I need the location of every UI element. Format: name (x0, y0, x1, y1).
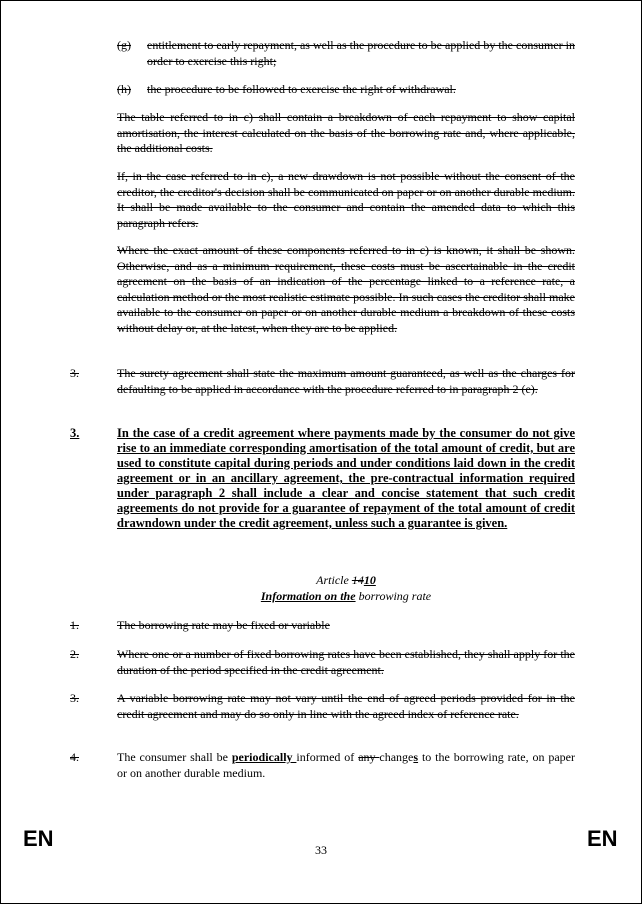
page-number: 33 (315, 843, 327, 857)
article-item-1-number: 1. (70, 618, 79, 632)
article-item-4-text (117, 750, 575, 781)
paragraph-surety-agreement: The surety agreement shall state the maximum amount guaranteed, as well as the charges for defaulting to be applied in accordance with the procedure referred to in paragraph 2 (e). (117, 366, 575, 396)
paragraph-table-breakdown: The table referred to in c) shall contain a breakdown of each repayment to show capital amortisation, the interest calculated on the basis of the borrowing rate and, where applicable, the additional costs. (117, 110, 575, 155)
article-title-rest: borrowing rate (355, 589, 432, 603)
paragraph-exact-amount: Where the exact amount of these components referred to in c) is known, it shall be shown. Otherwise, and as a minimum requirement, these costs must be ascertainable in the credit agreement on the basis of an indication of the percentage linked to a reference rate, a calculation method or the most realistic estimate possible. In such cases the creditor shall make available to the consumer on paper or on another durable medium a breakdown of these costs without delay or, at the latest, when they are to be applied. (117, 243, 575, 335)
list-item-g (117, 38, 575, 69)
item4-part2: informed of (296, 750, 359, 764)
article-prefix: Article (316, 573, 352, 587)
item-text: entitlement to early repayment, as well as the procedure to be applied by the consumer in order to exercise this right; (147, 38, 575, 68)
article-new-number: 10 (363, 573, 376, 587)
surety-number: 3. (70, 366, 79, 380)
article-old-number: 14 (351, 573, 364, 587)
item4-part4: to the borrowing rate, on paper or on another durable medium. (117, 750, 576, 780)
item4-part1: The consumer shall be (117, 750, 232, 764)
article-item-1-text: The borrowing rate may be fixed or variable (117, 618, 330, 632)
item4-inserted-periodically: periodically (231, 750, 297, 764)
article-item-3-text: A variable borrowing rate may not vary until the end of agreed periods provided for in the credit agreement and may do so only in line with the agreed index of reference rate. (117, 691, 575, 721)
language-code-right: EN (587, 826, 618, 851)
list-item-h (117, 82, 575, 98)
item4-part3: change (379, 750, 414, 764)
article-item-4-number: 4. (70, 750, 79, 764)
item4-deleted-any: any (358, 750, 380, 764)
new-paragraph-number: 3. (70, 426, 80, 440)
article-item-2-text: Where one or a number of fixed borrowing rates have been established, they shall apply for the duration of the period specified in the credit agreement. (117, 647, 575, 677)
item-text: the procedure to be followed to exercise the right of withdrawal. (147, 82, 456, 96)
article-item-2-number: 2. (70, 647, 79, 661)
article-number-heading (117, 573, 575, 589)
article-title (117, 589, 575, 605)
article-title-inserted: Information on the (260, 589, 356, 603)
item-label: (g) (117, 38, 131, 52)
article-item-3-number: 3. (70, 691, 79, 705)
paragraph-credit-agreement-amortisation: In the case of a credit agreement where payments made by the consumer do not give rise to an immediate corresponding amortisation of the total amount of credit, but are used to constitute capital during periods and under conditions laid down in the credit agreement or in an ancillary agreement, the pre-contractual information required under paragraph 2 shall include a clear and concise statement that such credit agreements do not provide for a guarantee of repayment of the total amount of credit drawndown under the credit agreement, unless such a guarantee is given. (117, 426, 575, 530)
language-code-left: EN (23, 826, 54, 851)
item-label: (h) (117, 82, 131, 96)
paragraph-new-drawdown: If, in the case referred to in c), a new drawdown is not possible without the consent of the creditor, the creditor's decision shall be communicated on paper or on another durable medium. It shall be made available to the consumer and contain the amended data to which this paragraph refers. (117, 169, 575, 230)
item4-inserted-s: s (413, 750, 419, 764)
